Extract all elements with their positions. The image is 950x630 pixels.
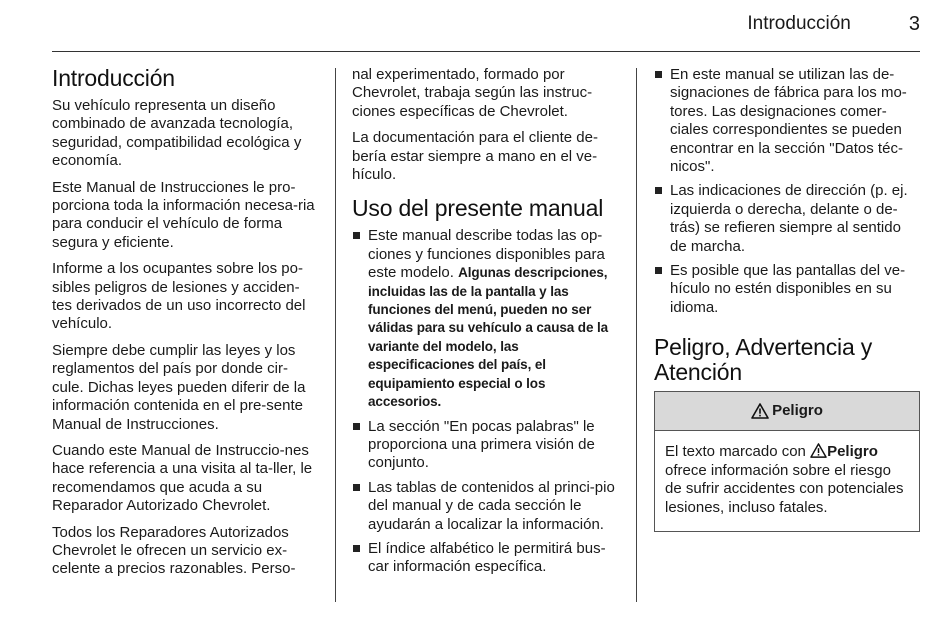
- paragraph: Cuando este Manual de Instruccio-nes hace referencia a una visita al ta-ller, le recomendamos que acuda a su Reparador Autorizado Chevrolet.: [52, 441, 313, 515]
- column-1: [52, 66, 318, 587]
- warning-text: ofrece información sobre el riesgo de sufrir accidentes con potenciales lesiones, incluso fatales.: [665, 461, 904, 516]
- paragraph: Todos los Reparadores Autorizados Chevrolet le ofrecen un servicio ex-celente a precios razonables. Perso-: [52, 523, 296, 578]
- header-rule: [52, 51, 920, 52]
- warning-box: [654, 391, 920, 532]
- column-divider-1: [335, 68, 336, 602]
- list-item: [352, 227, 620, 411]
- bullet-list: [654, 66, 920, 317]
- running-header: [747, 9, 920, 39]
- column-2: [352, 66, 620, 583]
- paragraph: Este Manual de Instrucciones le pro-porciona toda la información necesa-ria para conducir el vehículo de forma segura y eficiente.: [52, 178, 315, 251]
- section-heading-uso-del-manual: Uso del presente manual: [352, 195, 604, 222]
- section-heading-peligro: Peligro, Advertencia y Atención: [654, 334, 873, 386]
- page-number: 3: [908, 12, 920, 35]
- column-3: [654, 66, 920, 532]
- paragraph: Informe a los ocupantes sobre los po-sibles peligros de lesiones y acciden-tes derivados de un uso incorrecto del vehículo.: [52, 260, 306, 333]
- warning-text: El texto marcado con: [665, 443, 806, 461]
- bold-notice: Algunas descripciones, incluidas las de la pantalla y las funciones del menú, pueden no ser válidas para su vehículo a causa de la variante del modelo, las especificaciones del país, el equipamiento especial o los accesorios.: [368, 265, 609, 410]
- warning-triangle-icon: [810, 443, 827, 458]
- warning-triangle-icon: [751, 403, 769, 419]
- paragraph: La documentación para el cliente de-bería estar siempre a mano en el ve-hículo.: [352, 129, 598, 184]
- list-item: La sección "En pocas palabras" le proporciona una primera visión de conjunto.: [352, 418, 620, 473]
- bullet-list: [352, 227, 620, 576]
- warning-box-header: [655, 392, 919, 431]
- running-header-title: Introducción: [747, 13, 851, 34]
- list-item: Las indicaciones de dirección (p. ej. izquierda o derecha, delante o de-trás) se refieren siempre al sentido de marcha.: [654, 182, 920, 256]
- list-item: Es posible que las pantallas del ve-hículo no estén disponibles en su idioma.: [654, 262, 920, 317]
- warning-box-body: [655, 431, 919, 531]
- paragraph: Su vehículo representa un diseño combinado de avanzada tecnología, seguridad, compatibilidad ecológica y economía.: [52, 97, 302, 170]
- paragraph: nal experimentado, formado por Chevrolet, trabaja según las instruc-ciones específicas de Chevrolet.: [352, 66, 593, 120]
- warning-inline-label: Peligro: [827, 443, 878, 461]
- column-divider-2: [636, 68, 637, 602]
- bullet-text: Este manual describe todas las op-ciones y funciones disponibles para este modelo.: [368, 227, 605, 282]
- section-heading-introduccion: Introducción: [52, 65, 175, 91]
- list-item: Las tablas de contenidos al princi-pio del manual y de cada sección le ayudarán a localizar la información.: [352, 479, 620, 534]
- warning-label: Peligro: [772, 402, 823, 420]
- paragraph: Siempre debe cumplir las leyes y los reglamentos del país por donde cir-cule. Dichas leyes pueden diferir de la información contenida en el pre-sente Manual de Instrucciones.: [52, 341, 306, 433]
- list-item: En este manual se utilizan las de-signaciones de fábrica para los mo-tores. Las designaciones comer-ciales correspondientes se pueden encontrar en la sección "Datos téc-nicos".: [654, 66, 920, 176]
- list-item: El índice alfabético le permitirá bus-car información específica.: [352, 540, 620, 577]
